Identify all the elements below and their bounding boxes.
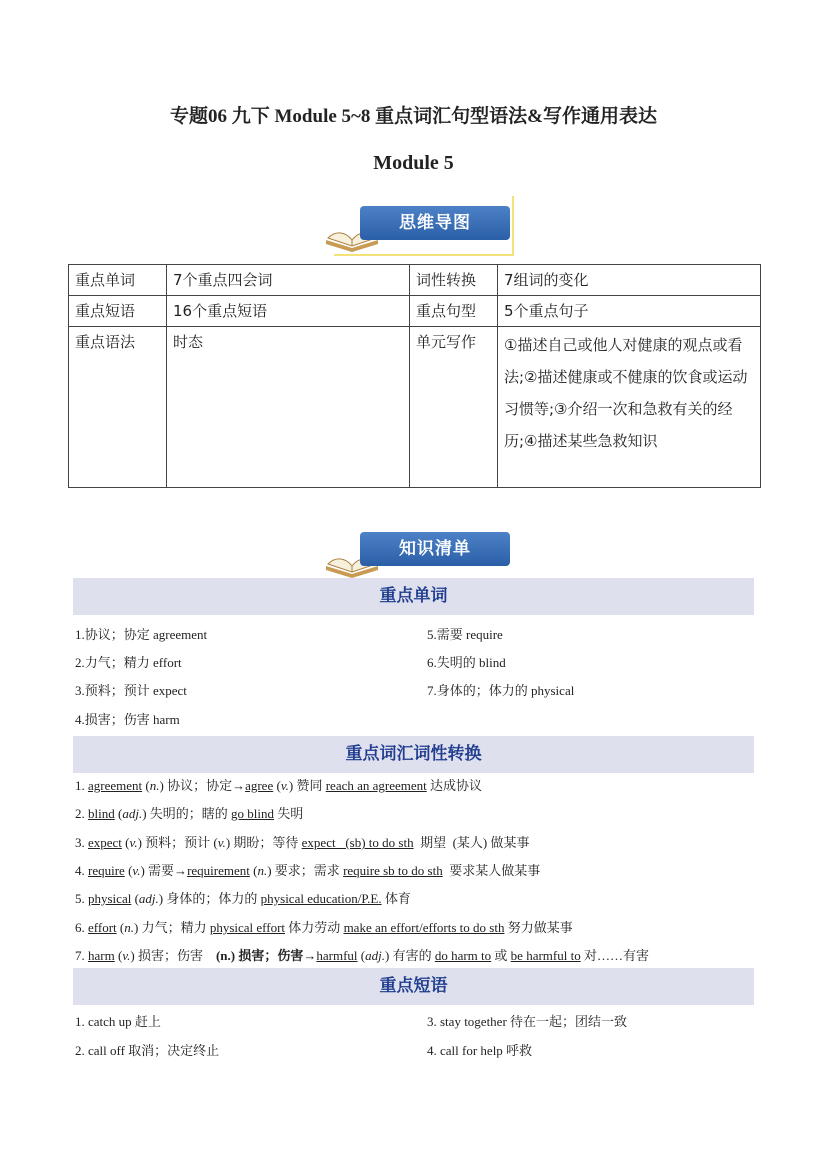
list-item: 2.力气；精力 effort [75, 655, 182, 670]
section-key-phrases: 重点短语 [73, 968, 754, 1005]
mindmap-banner-label: 思维导图 [360, 206, 510, 240]
knowledge-banner-label: 知识清单 [360, 532, 510, 566]
table-cell: 16个重点短语 [167, 296, 410, 327]
list-item: 3. stay together 待在一起；团结一致 [427, 1014, 628, 1029]
module-title: Module 5 [373, 152, 454, 174]
list-item: 4. call for help 呼救 [427, 1043, 533, 1058]
table-row [69, 296, 761, 327]
list-item: 3. expect (v.) 预料；预计 (v.) 期盼；等待 expect (sb) to do sth 期望 (某人) 做某事 [75, 835, 530, 850]
list-item: 7.身体的；体力的 physical [427, 683, 575, 698]
mindmap-banner [322, 196, 512, 256]
table-cell: ①描述自己或他人对健康的观点或看法;②描述健康或不健康的饮食或运动习惯等;③介绍一次和急救有关的经历;④描述某些急救知识 [498, 327, 761, 488]
table-cell: 重点单词 [69, 265, 167, 296]
list-item: 6.失明的 blind [427, 655, 506, 670]
list-item: 6. effort (n.) 力气；精力 physical effort 体力劳动 make an effort/efforts to do sth 努力做某事 [75, 920, 573, 935]
table-cell: 词性转换 [410, 265, 498, 296]
table-cell: 重点语法 [69, 327, 167, 488]
list-item: 2. call off 取消；决定终止 [75, 1043, 220, 1058]
table-cell: 7个重点四会词 [167, 265, 410, 296]
section-key-words: 重点单词 [73, 578, 754, 615]
list-item: 5.需要 require [427, 627, 503, 642]
table-row [69, 265, 761, 296]
list-item: 5. physical (adj.) 身体的；体力的 physical education/P.E. 体育 [75, 891, 411, 906]
table-cell: 7组词的变化 [498, 265, 761, 296]
list-item: 7. harm (v.) 损害；伤害 (n.) 损害；伤害→harmful (adj.) 有害的 do harm to 或 be harmful to 对……有害 [75, 948, 649, 963]
list-item: 1. agreement (n.) 协议；协定→agree (v.) 赞同 reach an agreement 达成协议 [75, 778, 483, 793]
table-cell: 单元写作 [410, 327, 498, 488]
section-word-conversion: 重点词汇词性转换 [73, 736, 754, 773]
table-cell: 重点句型 [410, 296, 498, 327]
list-item: 1.协议；协定 agreement [75, 627, 208, 642]
table-cell: 重点短语 [69, 296, 167, 327]
list-item: 4. require (v.) 需要→requirement (n.) 要求；需求 require sb to do sth 要求某人做某事 [75, 863, 541, 878]
table-cell: 5个重点句子 [498, 296, 761, 327]
list-item: 2. blind (adj.) 失明的；瞎的 go blind 失明 [75, 806, 304, 821]
table-row [69, 327, 761, 488]
list-item: 1. catch up 赶上 [75, 1014, 161, 1029]
table-cell: 时态 [167, 327, 410, 488]
overview-table [68, 264, 761, 488]
document-title: 专题06 九下 Module 5~8 重点词汇句型语法&写作通用表达 [170, 106, 657, 127]
knowledge-banner [322, 522, 512, 582]
list-item: 4.损害；伤害 harm [75, 712, 180, 727]
list-item: 3.预料；预计 expect [75, 683, 187, 698]
